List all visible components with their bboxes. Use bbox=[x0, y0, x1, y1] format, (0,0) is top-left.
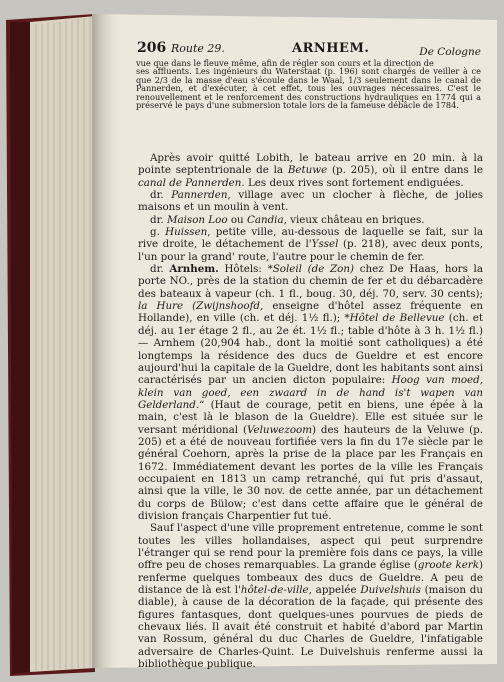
book-page bbox=[95, 32, 493, 671]
paragraph-maison-loo: dr. Maison Loo ou Candia, vieux château en briques. bbox=[150, 213, 425, 226]
intro-small-print bbox=[136, 59, 481, 109]
intro-first-line: vue que dans le fleuve même, afin de régler son cours et la direction de bbox=[136, 58, 434, 68]
paragraph-pannerden: dr. Pannerden, village avec un clocher à flèche, de jolies maisons et un moulin à vent. bbox=[138, 189, 484, 214]
paragraph-city-description: Sauf l'aspect d'une ville proprement entretenue, comme le sont toutes les villes hollandaises, aspect qui peut surprendre l'étranger qui se rend pour la première fois dans ce pays, la ville offre peu de choses remarquables. La grande église (groote kerk) renferme quelques tombeaux des ducs de Gueldre. A peu de distance de là est l'hôtel-de-ville, appelée Duivelshuis (maison du diable), à cause de la décoration de la façade, qui présente des figures fantasques, dont quelques-unes pourvues de pieds de chevaux liés. Il avait été construit et habité d'abord par Martin van Rossum, général du duc Charles de Gueldre, l'infatigable adversaire de Charles-Quint. Le Duivelshuis renferme aussi la bibliothèque publique. bbox=[138, 522, 483, 671]
paragraph-arnhem: dr. Arnhem. Hôtels: *Soleil (de Zon) chez De Haas, hors la porte NO., près de la station du chemin de fer et du débarcadère des bateaux à vapeur (ch. 1 fl., boug. 30, déj. 70, serv. 30 cents); la Hure (Zwijnshoofd, enseigne d'hôtel assez fréquente en Hollande), en ville (ch. et déj. 1½ fl.); *Hôtel de Bellevue (ch. et déj. au 1er étage 2 fl., au 2e ét. 1½ fl.; table d'hôte à 3 h. 1½ fl.) — Arnhem (20,904 hab., dont la moitié sont catholiques) a été longtemps la résidence des ducs de Gueldre et est encore aujourd'hui la capitale de la Gueldre, dont les habitants sont ainsi caractérisés par un ancien dicton populaire: Hoog van moed, klein van goed, een zwaard in de hand is't wapen van Gelderland.“ (Haut de courage, petit en biens, une épée à la main, c'est là le blason de la Gueldre). Elle est située sur le versant méridional (Veluwezoom) des hauteurs de la Veluwe (p. 205) et a été de nouveau fortifiée vers la fin du 17e siècle par le général Coehorn, après la prise de la place par les Français en 1672. Immédiatement devant les portes de la ville les Français occupaient en 1813 un camp retranché, qui fut pris d'assaut, ainsi que la ville, le 30 nov. de cette année, par un détachement du corps de Bülow; c'est dans cette affaire que le général de division français Charpentier fut tué. bbox=[138, 263, 484, 522]
running-header bbox=[95, 32, 493, 56]
paragraph-huissen: g. Huissen, petite ville, au-dessous de laquelle se fait, sur la rive droite, le détachement de l'Yssel (p. 218), avec deux ponts, l'un pour la grand' route, l'autre pour le chemin de fer. bbox=[138, 226, 484, 263]
city-heading: ARNHEM. bbox=[292, 41, 370, 56]
intro-paragraph: ses affluents. Les ingénieurs du Waterstaat (p. 196) sont chargés de veiller à ce que 2/3 de la masse d'eau s'écoule dans le Waal, 1/3 seulement dans le canal de Pannerden, et d'exécuter, à cet effet, tous les ouvrages nécessaires. C'est le renouvellement et le renforcement des constructions hydrauliques en 1774 qui a préservé le pays d'une submersion totale lors de la fameuse débâcle de 1784. bbox=[136, 66, 481, 111]
paragraph-lobith: Après avoir quitté Lobith, le bateau arrive en 20 min. à la pointe septentrionale de la Betuwe (p. 205), où il entre dans le canal de Pannerden. Les deux rives sont fortement endiguées. bbox=[138, 152, 483, 189]
route-label: Route 29. bbox=[171, 42, 225, 55]
main-text bbox=[138, 152, 483, 670]
destination-label: De Cologne bbox=[419, 46, 481, 58]
page-number: 206 bbox=[137, 40, 167, 56]
